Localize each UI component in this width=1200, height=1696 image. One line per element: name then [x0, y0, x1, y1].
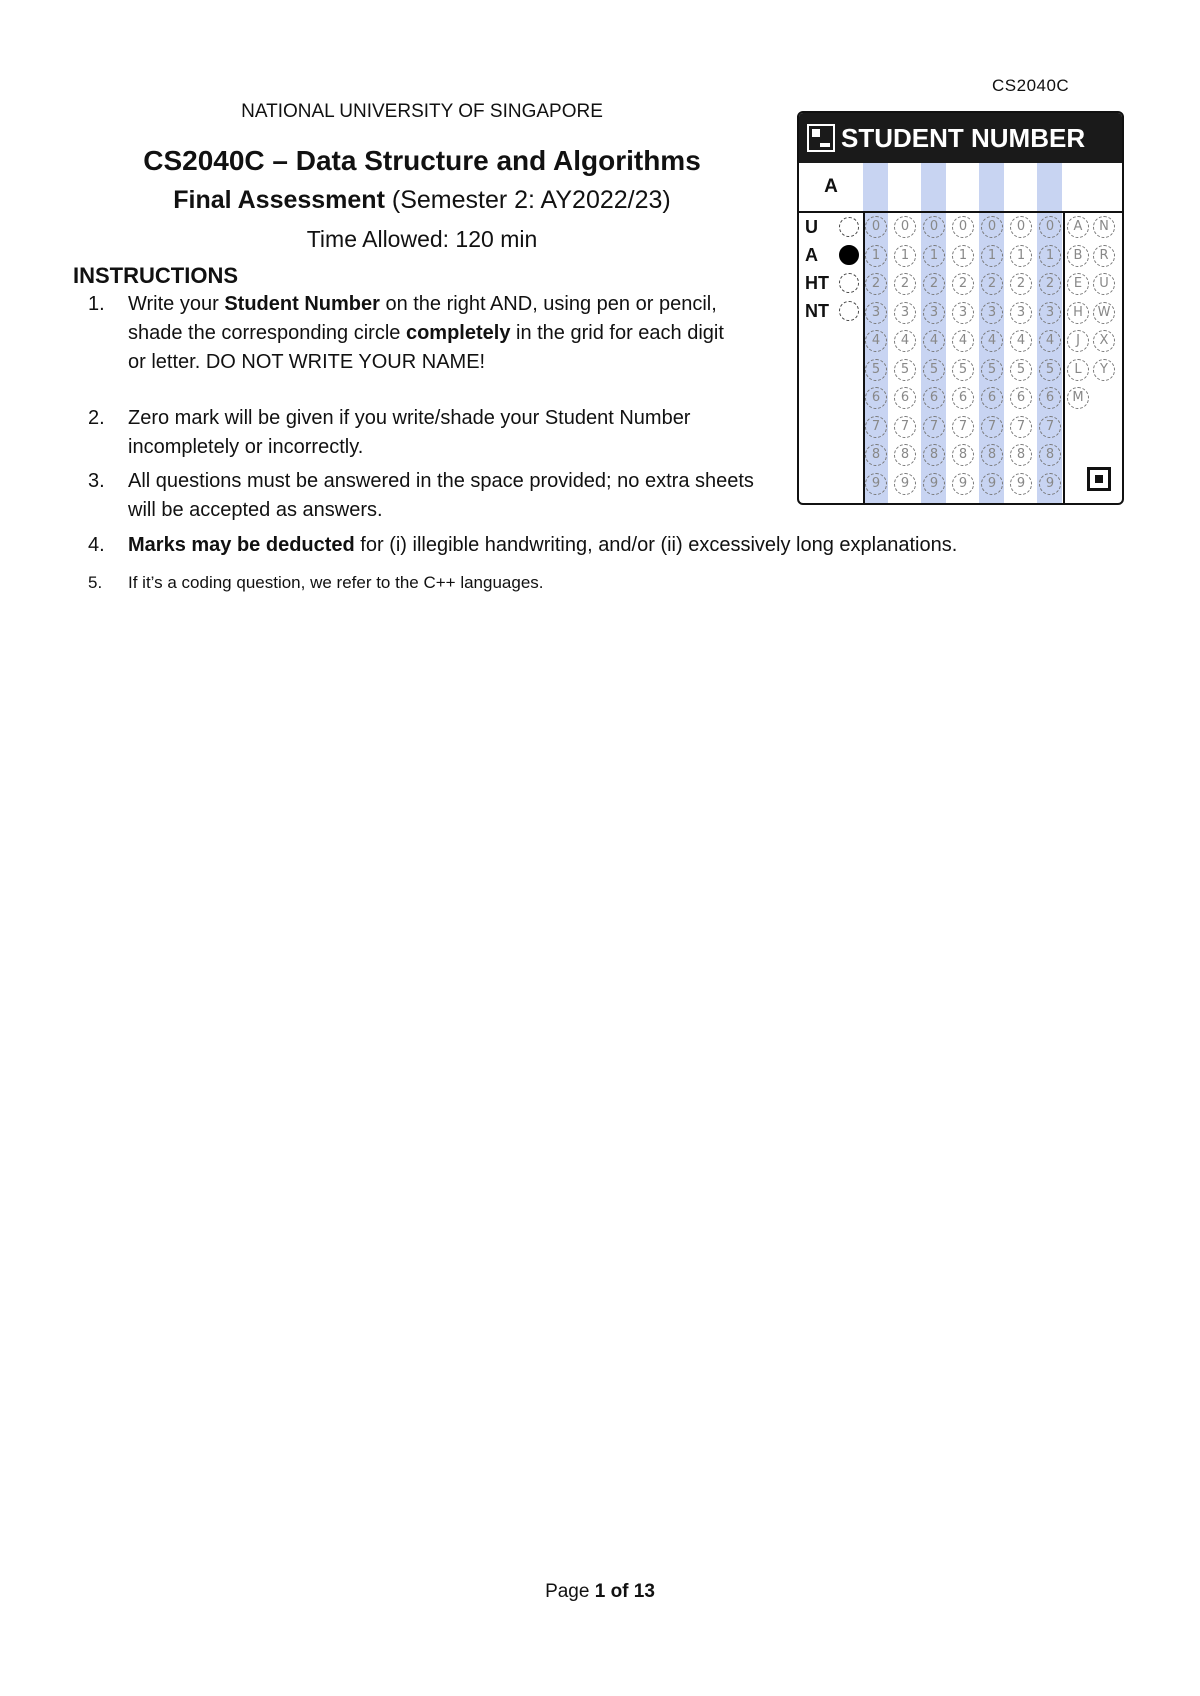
digit-bubble[interactable]: 2 [923, 273, 945, 295]
page-word: Page [545, 1581, 590, 1602]
instruction-item-3 [88, 467, 768, 525]
digit-bubble[interactable]: 8 [894, 444, 916, 466]
letter-bubble[interactable]: U [1093, 273, 1115, 295]
category-label: U [805, 217, 818, 237]
digit-bubble[interactable]: 0 [865, 216, 887, 238]
digit-bubble[interactable]: 2 [952, 273, 974, 295]
digit-bubble[interactable]: 9 [894, 473, 916, 495]
grid-divider [799, 211, 1122, 213]
digit-bubble[interactable]: 4 [1010, 330, 1032, 352]
text-part: on the right AND, using pen or pencil, shade the corresponding circle [128, 293, 717, 344]
letter-bubble[interactable]: N [1093, 216, 1115, 238]
student-prefix-value: A [824, 176, 838, 197]
digit-bubble[interactable]: 4 [1039, 330, 1061, 352]
text-bold-part: Student Number [224, 293, 380, 315]
digit-bubble[interactable]: 5 [1039, 359, 1061, 381]
letter-bubble[interactable]: B [1067, 245, 1089, 267]
course-code-header: CS2040C [992, 76, 1070, 95]
digit-bubble[interactable]: 0 [894, 216, 916, 238]
digit-bubble[interactable]: 6 [865, 387, 887, 409]
university-name: NATIONAL UNIVERSITY OF SINGAPORE [241, 101, 603, 122]
digit-bubble[interactable]: 7 [894, 416, 916, 438]
of-word: of [610, 1581, 629, 1602]
digit-bubble[interactable]: 3 [981, 302, 1003, 324]
category-bubble[interactable] [839, 217, 859, 237]
digit-bubble[interactable]: 1 [865, 245, 887, 267]
digit-bubble[interactable]: 8 [1010, 444, 1032, 466]
digit-bubble[interactable]: 9 [952, 473, 974, 495]
letter-bubble[interactable]: X [1093, 330, 1115, 352]
category-bubble[interactable] [839, 245, 859, 265]
digit-bubble[interactable]: 9 [865, 473, 887, 495]
letter-bubble[interactable]: A [1067, 216, 1089, 238]
category-label: NT [805, 301, 829, 321]
digit-bubble[interactable]: 6 [952, 387, 974, 409]
category-label: HT [805, 273, 829, 293]
text-bold-part: Marks may be deducted [128, 534, 355, 556]
digit-bubble[interactable]: 8 [865, 444, 887, 466]
digit-bubble[interactable]: 7 [981, 416, 1003, 438]
digit-bubble[interactable]: 3 [952, 302, 974, 324]
digit-bubble[interactable]: 1 [923, 245, 945, 267]
digit-bubble[interactable]: 2 [1039, 273, 1061, 295]
digit-bubble[interactable]: 9 [1010, 473, 1032, 495]
text-part: Write your [128, 293, 225, 315]
assessment-subtitle [72, 186, 772, 215]
digit-bubble[interactable]: 1 [1039, 245, 1061, 267]
text-part: for (i) illegible handwriting, and/or (ii) excessively long explanations. [354, 534, 958, 556]
student-number-header [799, 113, 1122, 163]
instruction-text [128, 290, 728, 377]
instruction-item-5 [88, 568, 1088, 597]
current-page: 1 [594, 1581, 606, 1602]
digit-bubble[interactable]: 6 [1010, 387, 1032, 409]
digit-bubble[interactable]: 2 [894, 273, 916, 295]
digit-bubble[interactable]: 3 [1010, 302, 1032, 324]
digit-bubble[interactable]: 2 [865, 273, 887, 295]
alignment-mark-icon [1087, 467, 1111, 491]
instruction-text: If it’s a coding question, we refer to the C++ languages. [128, 573, 544, 592]
digit-bubble[interactable]: 0 [1039, 216, 1061, 238]
digit-bubble[interactable]: 3 [894, 302, 916, 324]
digit-bubble[interactable]: 5 [865, 359, 887, 381]
student-number-grid [797, 111, 1124, 505]
instruction-item-1 [88, 290, 728, 377]
digit-bubble[interactable]: 4 [894, 330, 916, 352]
digit-bubble[interactable]: 7 [1010, 416, 1032, 438]
digit-bubble[interactable]: 0 [1010, 216, 1032, 238]
digit-bubble[interactable]: 6 [1039, 387, 1061, 409]
digit-bubble[interactable]: 7 [1039, 416, 1061, 438]
digit-bubble[interactable]: 6 [981, 387, 1003, 409]
digit-bubble[interactable]: 4 [923, 330, 945, 352]
instruction-text: Zero mark will be given if you write/shade your Student Number incompletely or incorrectly. [128, 407, 691, 458]
letter-bubble[interactable]: W [1093, 302, 1115, 324]
category-label: A [805, 245, 818, 265]
digit-bubble[interactable]: 2 [1010, 273, 1032, 295]
digit-bubble[interactable]: 8 [981, 444, 1003, 466]
letter-bubble[interactable]: Y [1093, 359, 1115, 381]
letter-bubble[interactable]: M [1067, 387, 1089, 409]
digit-bubble[interactable]: 5 [894, 359, 916, 381]
page-title: CS2040C – Data Structure and Algorithms [143, 145, 701, 176]
instruction-number: 4. [88, 534, 105, 556]
letter-bubble[interactable]: R [1093, 245, 1115, 267]
digit-bubble[interactable]: 1 [1010, 245, 1032, 267]
semester-text: (Semester 2: AY2022/23) [391, 186, 671, 214]
instruction-text: All questions must be answered in the space provided; no extra sheets will be accepted as answers. [128, 470, 754, 521]
instruction-number: 2. [88, 407, 105, 429]
digit-bubble[interactable]: 9 [1039, 473, 1061, 495]
digit-bubble[interactable]: 3 [865, 302, 887, 324]
instruction-number: 5. [88, 573, 103, 592]
letter-bubble[interactable]: E [1067, 273, 1089, 295]
instruction-item-4 [88, 531, 1148, 560]
instructions-heading: INSTRUCTIONS [73, 263, 238, 288]
student-number-title: STUDENT NUMBER [841, 122, 1086, 153]
category-bubble[interactable] [839, 301, 859, 321]
text-bold-part: completely [405, 322, 511, 344]
grid-divider [1063, 211, 1065, 503]
digit-bubble[interactable]: 0 [923, 216, 945, 238]
text-part: in the grid for each digit or letter. DO NOT WRITE YOUR NAME! [128, 322, 724, 373]
barcode-logo-icon [807, 124, 835, 152]
digit-bubble[interactable]: 2 [981, 273, 1003, 295]
digit-bubble[interactable]: 1 [981, 245, 1003, 267]
digit-bubble[interactable]: 1 [952, 245, 974, 267]
total-pages: 13 [633, 1581, 655, 1602]
digit-bubble[interactable]: 9 [923, 473, 945, 495]
category-bubble[interactable] [839, 273, 859, 293]
time-allowed: Time Allowed: 120 min [306, 226, 538, 252]
letter-bubble[interactable]: H [1067, 302, 1089, 324]
digit-bubble[interactable]: 1 [894, 245, 916, 267]
digit-bubble[interactable]: 9 [981, 473, 1003, 495]
digit-bubble[interactable]: 0 [981, 216, 1003, 238]
letter-bubble[interactable]: L [1067, 359, 1089, 381]
digit-bubble[interactable]: 5 [1010, 359, 1032, 381]
page-footer [0, 1581, 1200, 1603]
instruction-text [128, 531, 1148, 560]
digit-bubble[interactable]: 4 [981, 330, 1003, 352]
digit-bubble[interactable]: 6 [894, 387, 916, 409]
digit-bubble[interactable]: 8 [1039, 444, 1061, 466]
digit-bubble[interactable]: 4 [865, 330, 887, 352]
digit-bubble[interactable]: 5 [952, 359, 974, 381]
instruction-number: 3. [88, 470, 105, 492]
digit-bubble[interactable]: 3 [1039, 302, 1061, 324]
letter-bubble[interactable]: J [1067, 330, 1089, 352]
instruction-number: 1. [88, 293, 105, 315]
digit-bubble[interactable]: 8 [952, 444, 974, 466]
digit-bubble[interactable]: 5 [981, 359, 1003, 381]
digit-bubble[interactable]: 7 [923, 416, 945, 438]
digit-bubble[interactable]: 4 [952, 330, 974, 352]
digit-bubble[interactable]: 0 [952, 216, 974, 238]
digit-bubble[interactable]: 3 [923, 302, 945, 324]
digit-bubble[interactable]: 6 [923, 387, 945, 409]
instruction-item-2 [88, 404, 778, 462]
assessment-label: Final Assessment [173, 186, 385, 214]
digit-bubble[interactable]: 7 [952, 416, 974, 438]
digit-bubble[interactable]: 8 [923, 444, 945, 466]
digit-bubble[interactable]: 7 [865, 416, 887, 438]
digit-bubble[interactable]: 5 [923, 359, 945, 381]
